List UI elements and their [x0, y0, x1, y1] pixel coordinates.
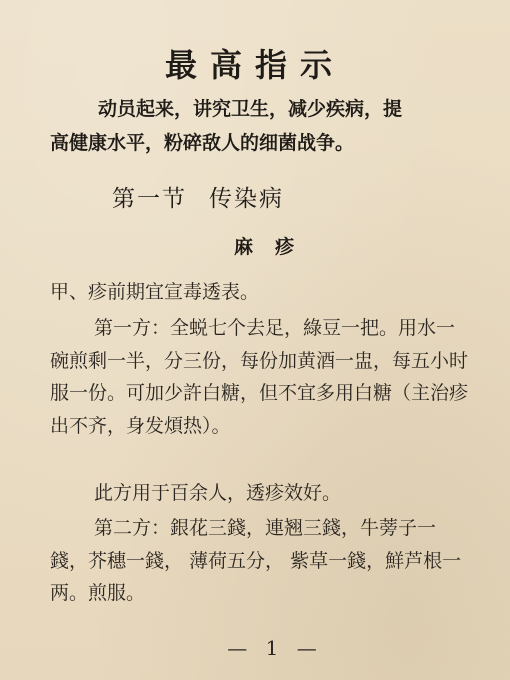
stage-a-paragraph: 甲、疹前期宜宣毒透表。	[50, 281, 260, 303]
recipe-2-paragraph: 第二方：銀花三錢，連翘三錢，牛蒡子一錢，芥穗一錢， 薄荷五分， 紫草一錢，鮮芦根一两。煎服。	[50, 517, 462, 604]
disease-heading: 麻疹	[233, 236, 316, 258]
section-heading	[112, 180, 284, 213]
page-title: 最高指示	[164, 46, 345, 84]
section-name: 传染病	[209, 186, 284, 212]
quotation-line-2: 高健康水平，粉碎敌人的细菌战争。	[50, 132, 355, 154]
recipe-1-paragraph: 第一方：全蜕七个去足，綠豆一把。用水一碗煎剩一半，分三份，每份加黄酒一盅，每五小时服一份。可加少許白糖，但不宜多用白糖（主治疹出不齐，身发煩热）。	[50, 317, 469, 437]
quotation	[50, 92, 480, 160]
section-number: 第一节	[112, 186, 187, 212]
quotation-line-1: 动员起来，讲究卫生，减少疾病，提	[98, 98, 403, 120]
page-number: — 1 —	[227, 636, 323, 660]
recipe-1-note: 此方用于百余人，透疹效好。	[94, 482, 342, 504]
